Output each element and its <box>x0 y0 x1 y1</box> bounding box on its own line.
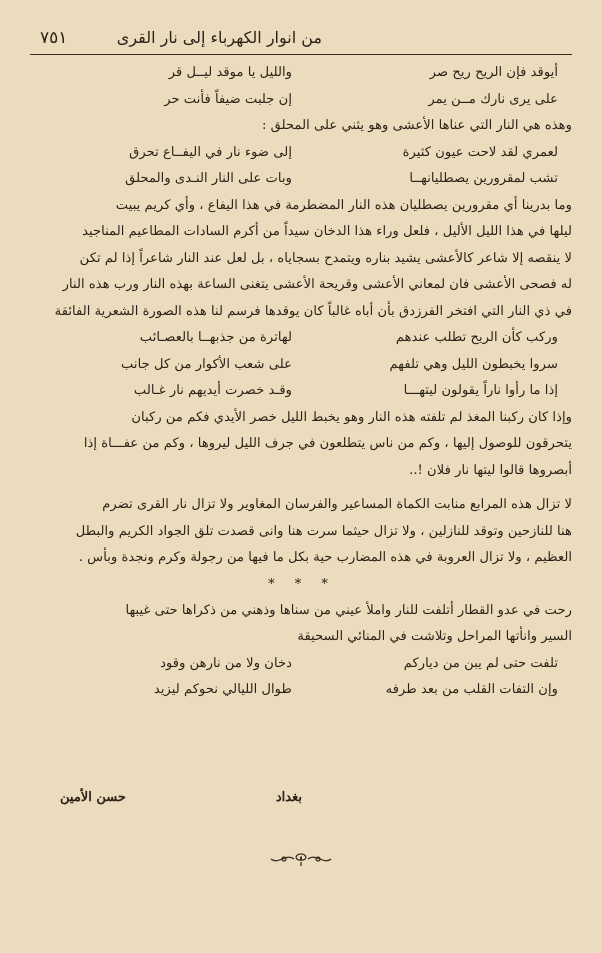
verse-first-hemistich: سروا يخبطون الليل وهي تلفهم <box>389 356 558 372</box>
verse-second-hemistich: وقـد خصرت أيديهم نار غـالب <box>133 383 292 398</box>
verse-line <box>32 325 572 352</box>
paragraph-5 <box>32 598 572 651</box>
verse-line <box>32 677 572 704</box>
verse-second-hemistich: إلى ضوء نار في اليفــاع تحرق <box>129 144 292 160</box>
verses-farazdaq <box>32 325 572 405</box>
page-body <box>32 60 572 704</box>
paragraph-line: رحت في عدو القطار أتلفت للنار واملأ عيني من سناها وذهني من ذكراها حتى غيبها <box>125 602 572 618</box>
verse-first-hemistich: وركب كأن الريح تطلب عندهم <box>395 330 558 345</box>
verse-line <box>32 140 572 167</box>
verse-line <box>32 60 572 87</box>
paragraph-line: في ذي النار التي افتخر الفرزدق بأن أباه غالباً كان يوقدها فرسم لنا هذه الصورة الشعرية الفائقة <box>54 303 572 319</box>
verse-first-hemistich: أيوقد فإن الريح ريح صر <box>429 65 558 80</box>
verse-line <box>32 352 572 379</box>
verse-second-hemistich: طوال الليالي نحوكم ليزيد <box>153 682 292 697</box>
verse-first-hemistich: وإن التفات القلب من بعد طرفه <box>385 682 558 697</box>
paragraph-3 <box>32 405 572 485</box>
verses-mid <box>32 140 572 193</box>
verse-first-hemistich: على يرى نارك مــن يمر <box>428 91 558 107</box>
verse-second-hemistich: إن جلبت ضيفاً فأنت حر <box>164 91 292 107</box>
verse-line <box>32 87 572 114</box>
signature-author: حسن الأمين <box>60 790 126 805</box>
verse-first-hemistich: تشب لمقرورين يصطليانهــا <box>409 171 558 186</box>
paragraph-line: وما بدرينا أي مقرورين يصطليان هذه النار المضطرمة في هذا اليفاع ، وأي كريم يبيت <box>115 197 572 213</box>
signature-place: بغداد <box>275 790 302 805</box>
paragraph-line: وإذا كان ركبنا المغذ لم تلفته هذه النار وهو يخبط الليل خصر الأيدي فكم من ركبان <box>131 409 572 425</box>
section-divider-stars: * * * <box>268 576 336 592</box>
paragraph-line: العظيم ، ولا تزال العروبة في هذه المضارب حية بكل ما فيها من رجولة وكرم ونجدة وبأس . <box>78 550 572 565</box>
paragraph-line: يتحرقون للوصول إليها ، وكم من ناس يتطلعون في جرف الليل ليروها ، وكم من عفـــاة إذا <box>83 436 572 451</box>
signature-block <box>40 790 562 818</box>
verse-line <box>32 378 572 405</box>
verse-second-hemistich: دخان ولا من نارهن وقود <box>160 655 292 671</box>
paragraph-line: له فصحى الأعشى فان لمعاني الأعشى وقريحة الأعشى يتغنى الساعة بهذه النار ورب هذه النار <box>62 277 572 292</box>
verse-first-hemistich: إذا ما رأوا ناراً يقولون ليتهـــا <box>403 383 558 398</box>
running-title: من انوار الكهرباء إلى نار القرى <box>116 28 322 47</box>
verses-end <box>32 651 572 704</box>
paragraph-line: لا ينقصه إلا شاعر كالأعشى يشيد بناره ويتمدح بسجاياه ، بل لعل عند النار شاعراً إذا لم تكن <box>79 250 572 266</box>
paragraph-line: ليلها في هذا الليل الأليل ، فلعل وراء هذا الدخان سيداً من أكرم السادات المطاعيم المناجيد <box>82 224 572 239</box>
verse-second-hemistich: والليل يا موقد ليــل قر <box>168 65 292 80</box>
verse-line <box>32 166 572 193</box>
paragraph-line: وهذه هي النار التي عناها الأعشى وهو يثني على المحلق : <box>262 118 572 133</box>
paragraph-2 <box>32 193 572 326</box>
verse-first-hemistich: تلفت حتى لم يبن من دياركم <box>403 655 558 671</box>
paragraph-4 <box>32 492 572 572</box>
verses-top <box>32 60 572 113</box>
paragraph-line: لا تزال هذه المرابع منابت الكماة المساعير والفرسان المغاوير ولا تزال نار القرى تضرم <box>102 497 572 512</box>
verse-first-hemistich: لعمري لقد لاحت عيون كثيرة <box>402 144 558 160</box>
header-rule <box>30 54 572 55</box>
verse-second-hemistich: على شعب الأكوار من كل جانب <box>120 356 292 372</box>
paragraph-line: أبصروها قالوا ليتها نار فلان !.. <box>409 462 572 478</box>
verse-second-hemistich: وبات على النار النـدى والمحلق <box>125 171 292 186</box>
spacer <box>32 484 572 492</box>
ornament-icon <box>0 850 602 872</box>
verse-line <box>32 651 572 678</box>
paragraph-line: السير وانأتها المراحل وتلاشت في المنائي السحيقة <box>297 629 572 644</box>
paragraph-line: هنا للنازحين وتوقد للنازلين ، ولا تزال حيثما سرت هنا وانى قصدت تلق الجواد الكريم والبطل <box>75 523 572 539</box>
verse-second-hemistich: لهاترة من جذبهــا بالعصـائب <box>139 330 292 345</box>
page-number: ٧٥١ <box>40 28 68 48</box>
page-header <box>30 28 572 54</box>
